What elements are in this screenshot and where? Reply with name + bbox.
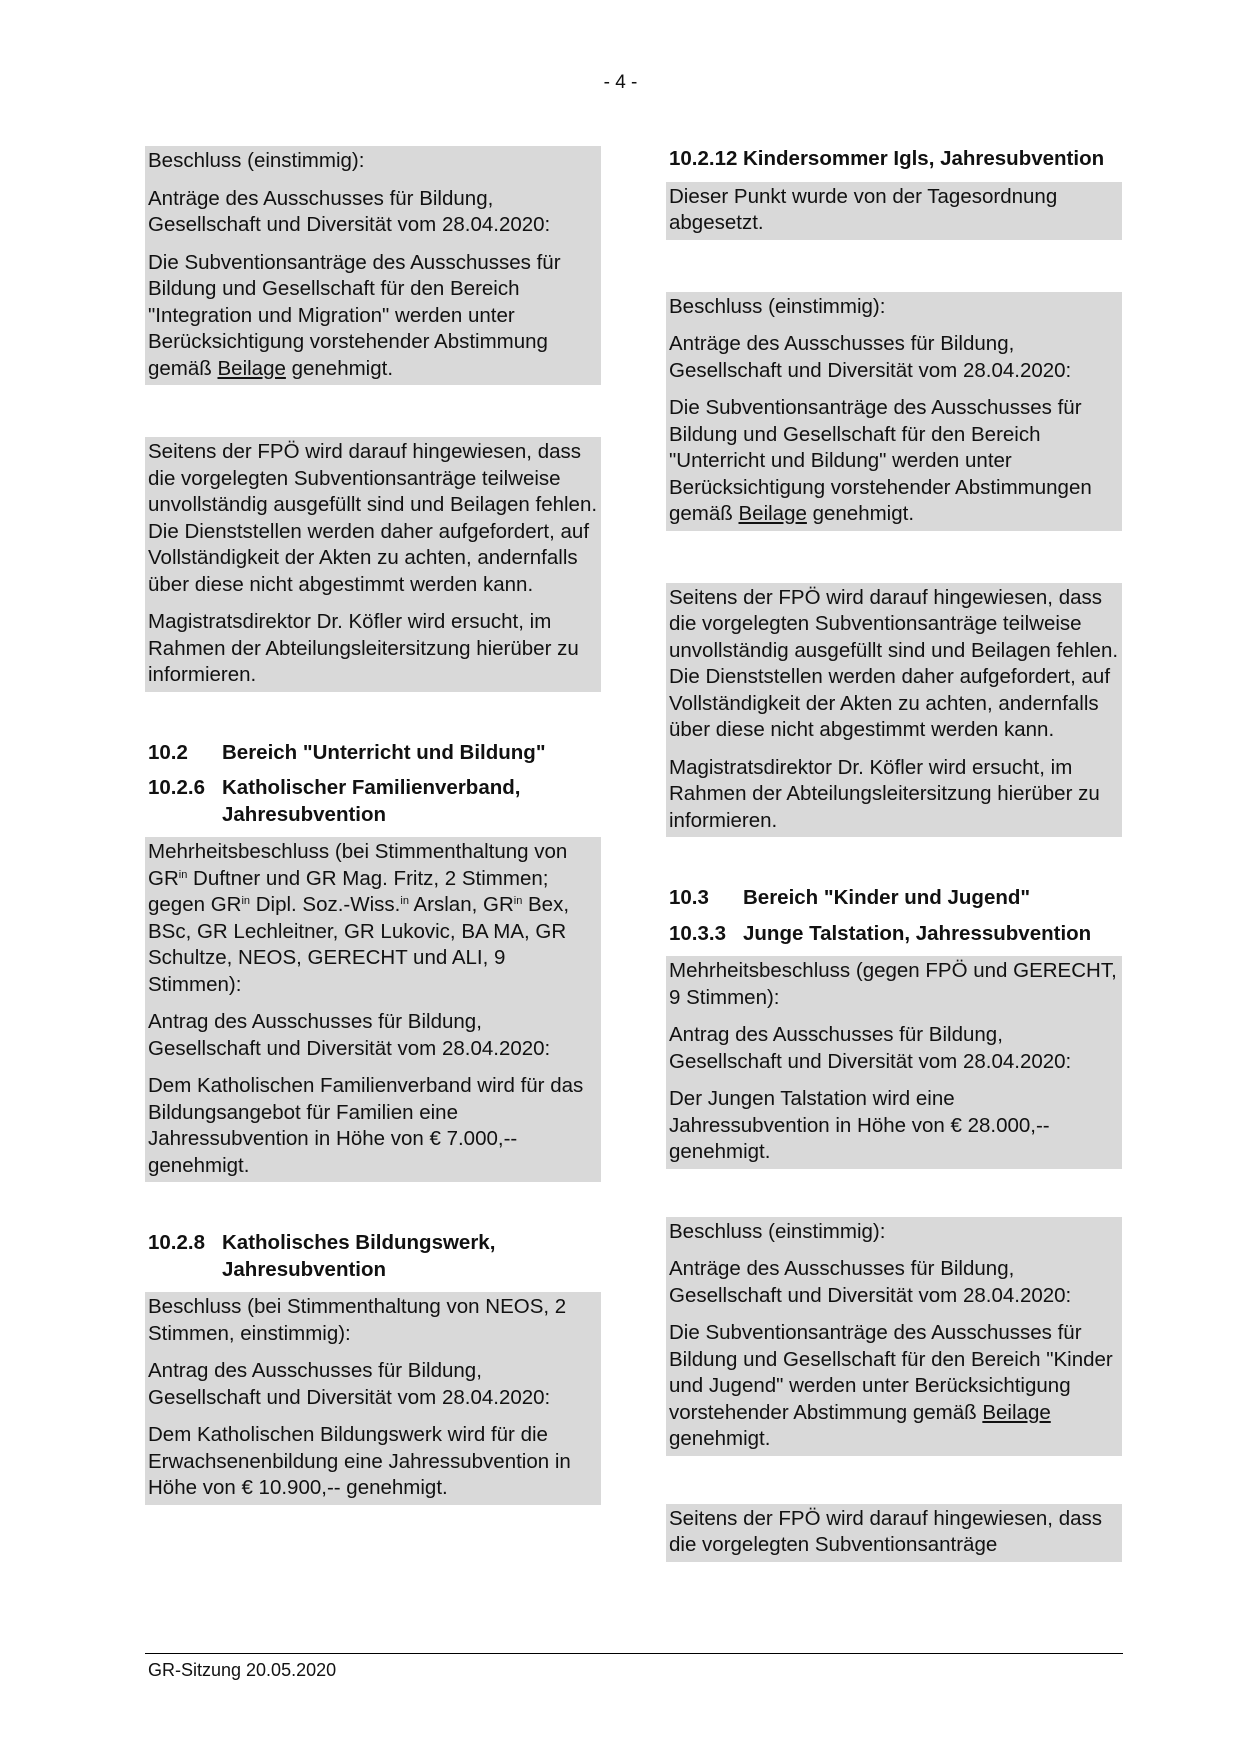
removed-notice	[666, 182, 1122, 240]
motion-text: Antrag des Ausschusses für Bildung, Gesellschaft und Diversität vom 28.04.2020:	[148, 1010, 551, 1060]
section-number: 10.2.8	[148, 1231, 205, 1254]
beilage-link[interactable]: Beilage	[982, 1400, 1051, 1424]
beilage-link[interactable]: Beilage	[738, 502, 807, 525]
section-heading-10-3-3	[666, 921, 1122, 948]
section-title: Junge Talstation, Jahressubvention	[743, 921, 1092, 945]
section-title: Kindersommer Igls, Jahresubvention	[743, 147, 1105, 170]
decision-text: Mehrheitsbeschluss (bei Stimmenthaltung von $GR^{in}$ Duftner und GR Mag. Fritz, 2 Stimmen; gegen $GR^{in}$ Dipl. Soz.-Wiss.$^{in}$ Arslan, $GR^{in}$ Bex, BSc, GR Lechleitner, GR Lukovic, BA MA, GR Schultze, NEOS, GERECHT und ALI, 9 Stimmen):	[148, 840, 570, 996]
section-heading-10-2-6	[145, 775, 601, 828]
decision-text: Beschluss (einstimmig):	[148, 149, 365, 172]
resolution-body: Die Subventionsanträge des Ausschusses für Bildung und Gesellschaft für den Bereich "Integration und Migration" werden unter Berücksichtigung vorstehender Abstimmung gemäß Beilage genehmigt.	[148, 250, 561, 380]
note-request: Magistratsdirektor Dr. Köfler wird ersucht, im Rahmen der Abteilungsleitersitzung hierüber zu informieren.	[669, 755, 1100, 832]
note-text: Seitens der FPÖ wird darauf hingewiesen, dass die vorgelegten Subventionsanträge teilweise unvollständig ausgefüllt sind und Beilagen fehlen. Die Dienststellen werden daher aufgefordert, auf Vollständigkeit der Akten zu achten, andernfalls über diese nicht abgestimmt werden kann.	[148, 440, 598, 596]
fpoe-note	[666, 583, 1122, 838]
motion-text: Antrag des Ausschusses für Bildung, Gesellschaft und Diversität vom 28.04.2020:	[148, 1359, 551, 1409]
section-heading-10-3	[666, 885, 1122, 912]
resolution-body: Die Subventionsanträge des Ausschusses für Bildung und Gesellschaft für den Bereich "Kinder und Jugend" werden unter Berücksichtigung vorstehender Abstimmung gemäß Beilage genehmigt.	[669, 1321, 1113, 1450]
section-title: Bereich "Unterricht und Bildung"	[222, 740, 546, 764]
resolution-junge-talstation	[666, 956, 1122, 1169]
motion-text: Antrag des Ausschusses für Bildung, Gesellschaft und Diversität vom 28.04.2020:	[669, 1023, 1072, 1073]
fpoe-note	[145, 437, 601, 692]
footer-text: GR-Sitzung 20.05.2020	[148, 1660, 337, 1680]
decision-text: Beschluss (bei Stimmenthaltung von NEOS, 2 Stimmen, einstimmig):	[148, 1295, 567, 1345]
section-heading-10-2	[145, 740, 601, 767]
resolution-body: Der Jungen Talstation wird eine Jahressubvention in Höhe von € 28.000,-- genehmigt.	[669, 1087, 1050, 1163]
fpoe-note	[666, 1504, 1122, 1562]
decision-text: Beschluss (einstimmig):	[669, 294, 886, 318]
note-text: Seitens der FPÖ wird darauf hingewiesen, dass die vorgelegten Subventionsanträge	[669, 1506, 1103, 1556]
section-number: 10.3.3	[669, 921, 726, 945]
section-title: Katholisches Bildungswerk, Jahresubvention	[222, 1231, 496, 1281]
page-number: - 4 -	[603, 72, 638, 93]
section-title: Katholischer Familienverband, Jahresubvention	[222, 776, 521, 826]
resolution-kinder-jugend	[666, 1217, 1122, 1456]
note-request: Magistratsdirektor Dr. Köfler wird ersucht, im Rahmen der Abteilungsleitersitzung hierüber zu informieren.	[148, 610, 579, 686]
section-number: 10.2.6	[148, 776, 205, 799]
removed-text: Dieser Punkt wurde von der Tagesordnung abgesetzt.	[669, 184, 1058, 234]
section-number: 10.3	[669, 886, 709, 909]
resolution-body: Dem Katholischen Familienverband wird für das Bildungsangebot für Familien eine Jahressubvention in Höhe von € 7.000,-- genehmigt.	[148, 1074, 584, 1177]
motion-text: Anträge des Ausschusses für Bildung, Gesellschaft und Diversität vom 28.04.2020:	[669, 332, 1072, 382]
motion-text: Anträge des Ausschusses für Bildung, Gesellschaft und Diversität vom 28.04.2020:	[148, 186, 551, 236]
note-text: Seitens der FPÖ wird darauf hingewiesen, dass die vorgelegten Subventionsanträge teilweise unvollständig ausgefüllt sind und Beilagen fehlen. Die Dienststellen werden daher aufgefordert, auf Vollständigkeit der Akten zu achten, andernfalls über diese nicht abgestimmt werden kann.	[669, 585, 1119, 741]
decision-text: Beschluss (einstimmig):	[669, 1219, 886, 1243]
decision-text: Mehrheitsbeschluss (gegen FPÖ und GERECHT, 9 Stimmen):	[669, 959, 1117, 1009]
resolution-bildungswerk	[145, 1292, 601, 1505]
resolution-body: Die Subventionsanträge des Ausschusses für Bildung und Gesellschaft für den Bereich "Unterricht und Bildung" werden unter Berücksichtigung vorstehender Abstimmungen gemäß Beilage genehmigt.	[669, 396, 1092, 525]
beilage-link[interactable]: Beilage	[217, 356, 286, 380]
resolution-integration-migration	[145, 146, 601, 385]
section-title: Bereich "Kinder und Jugend"	[743, 886, 1031, 909]
resolution-body: Dem Katholischen Bildungswerk wird für die Erwachsenenbildung eine Jahressubvention in Höhe von € 10.900,-- genehmigt.	[148, 1423, 571, 1499]
section-heading-10-2-8	[145, 1230, 601, 1283]
resolution-unterricht-bildung	[666, 292, 1122, 531]
section-number: 10.2	[148, 740, 188, 764]
left-column	[145, 146, 601, 1505]
motion-text: Anträge des Ausschusses für Bildung, Gesellschaft und Diversität vom 28.04.2020:	[669, 1257, 1072, 1307]
section-number: 10.2.12	[669, 147, 738, 170]
footer-divider	[145, 1653, 1123, 1654]
section-heading-10-2-12	[666, 146, 1122, 173]
resolution-familienverband	[145, 837, 601, 1182]
right-column	[666, 146, 1122, 1562]
